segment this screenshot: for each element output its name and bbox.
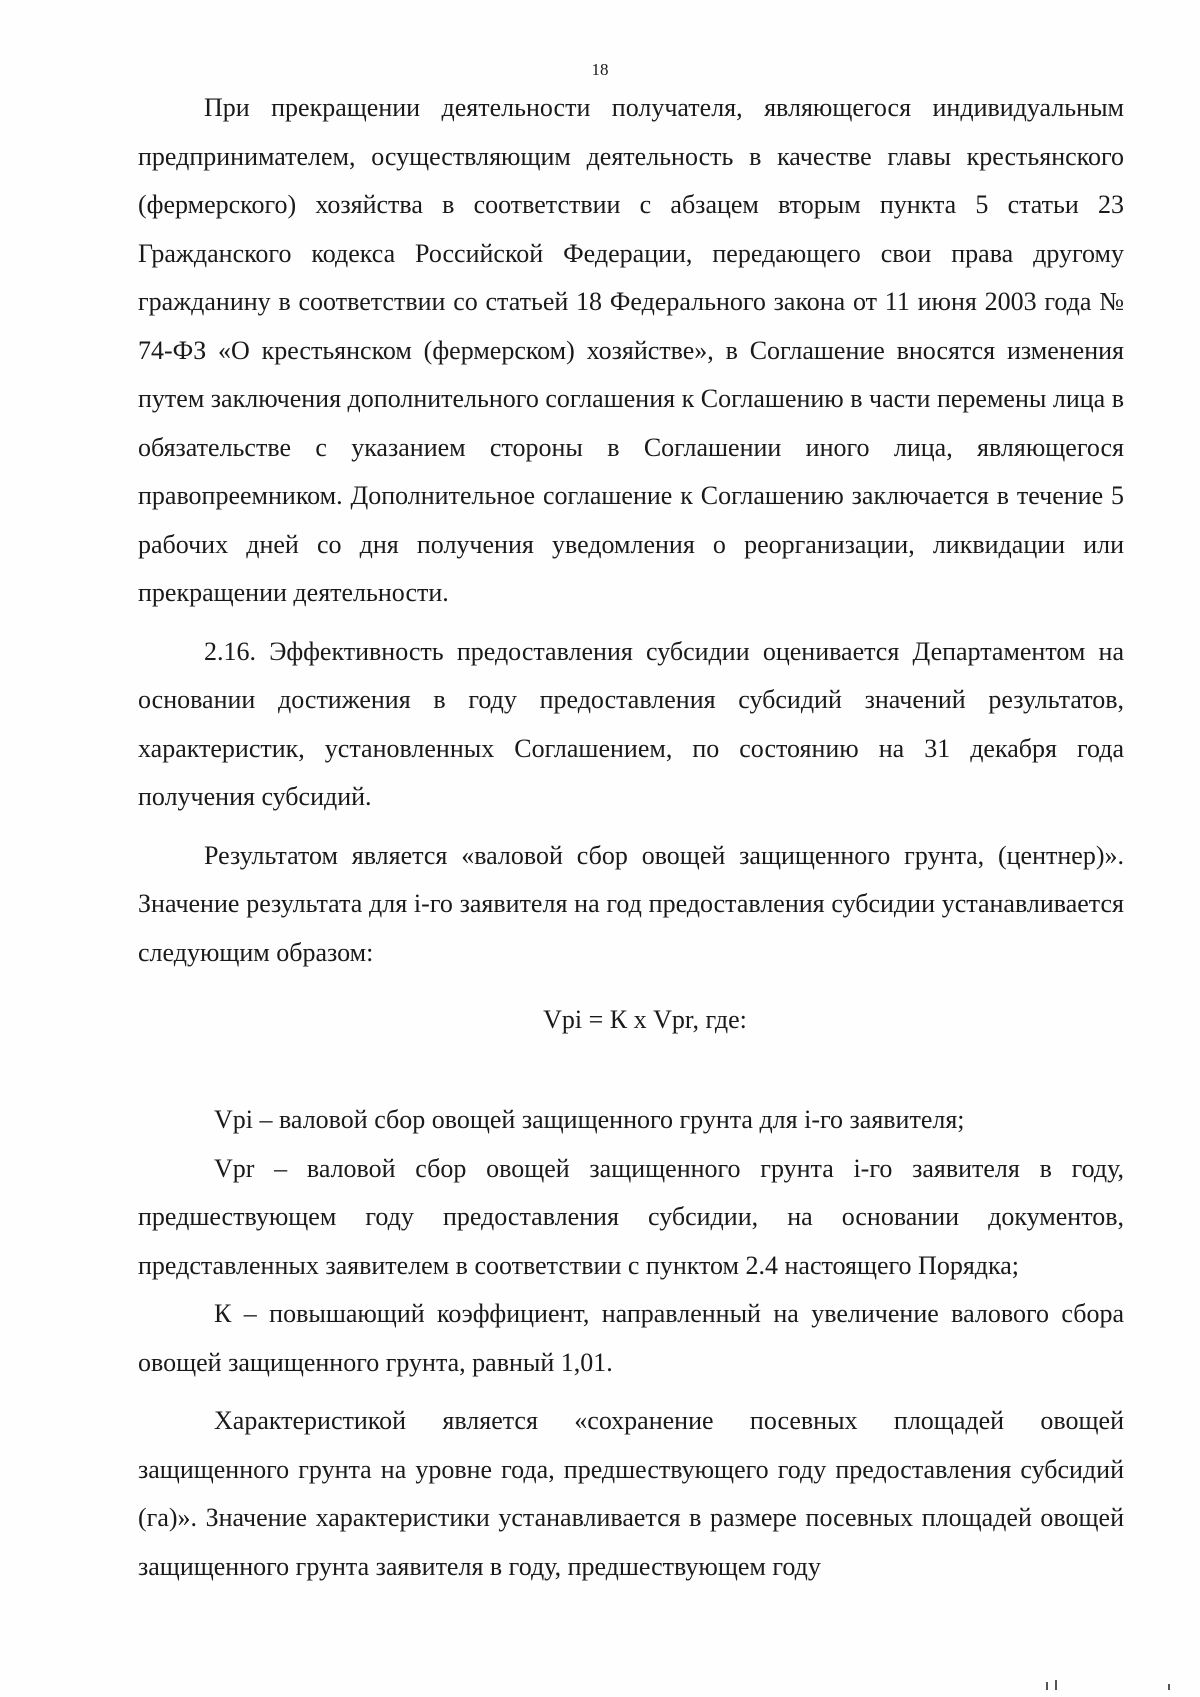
paragraph-characteristic: Характеристикой является «сохранение посевных площадей овощей защищенного грунта на уровне года, предшествующего году предоставления субсидий (га)». Значение характеристики устанавливается в размере посевных площадей овощей защищенного грунта заявителя в году, предшествующем году [138,1406,1124,1581]
page-number: 18 [591,60,609,79]
scan-speck [1055,1680,1057,1690]
scan-speck [1046,1682,1048,1690]
formula: Vpi = К х Vpr, где: [543,1005,747,1034]
definition-vpi: Vpi – валовой сбор овощей защищенного грунта для i-го заявителя; [214,1105,965,1134]
scan-speck [1168,1684,1170,1690]
paragraph-termination: При прекращении деятельности получателя, являющегося индивидуальным предпринимателем, осуществляющим деятельность в качестве главы крестьянского (фермерского) хозяйства в соответствии с абзацем вторым пункта 5 статьи 23 Гражданского кодекса Российской Федерации, передающего свои права другому гражданину в соответствии со статьей 18 Федерального закона от 11 июня 2003 года № 74-ФЗ «О крестьянском (фермерском) хозяйстве», в Соглашение вносятся изменения путем заключения дополнительного соглашения к Соглашению в части перемены лица в обязательстве с указанием стороны в Соглашении иного лица, являющегося правопреемником. Дополнительное соглашение к Соглашению заключается в течение 5 рабочих дней со дня получения уведомления о реорганизации, ликвидации или прекращении деятельности. [138,93,1124,607]
definition-vpr: Vpr – валовой сбор овощей защищенного грунта i-го заявителя в году, предшествующем году предоставления субсидии, на основании документов, представленных заявителем в соответствии с пунктом 2.4 настоящего Порядка; [138,1153,1124,1280]
formula-definitions [138,1096,1124,1591]
paragraph-result: Результатом является «валовой сбор овощей защищенного грунта, (центнер)». Значение результата для i-го заявителя на год предоставления субсидии устанавливается следующим образом: [138,840,1124,967]
definition-k: К – повышающий коэффициент, направленный на увеличение валового сбора овощей защищенного грунта, равный 1,01. [138,1299,1124,1377]
paragraph-2-16: 2.16. Эффективность предоставления субсидии оценивается Департаментом на основании достижения в году предоставления субсидий значений результатов, характеристик, установленных Соглашением, по состоянию на 31 декабря года получения субсидий. [138,636,1124,811]
main-text [138,84,1124,977]
